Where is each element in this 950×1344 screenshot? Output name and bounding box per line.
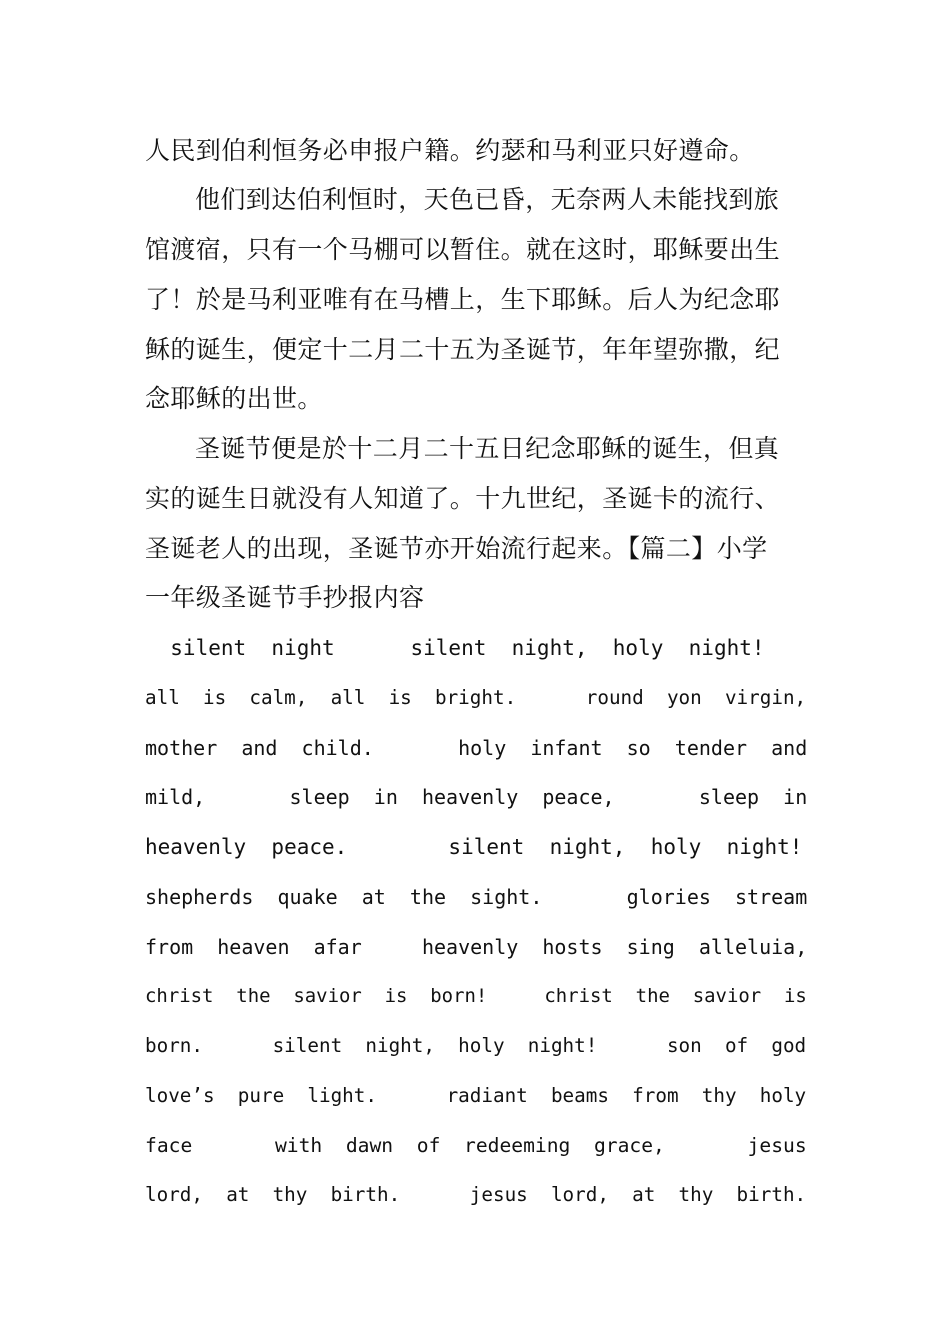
lyric-line: from heaven afar heavenly hosts sing alleluia, — [145, 935, 808, 959]
lyric-line: christ the savior is born! christ the savior is — [145, 985, 807, 1007]
text-line: 他们到达伯利恒时，天色已昏，无奈两人未能找到旅 — [195, 185, 780, 214]
text-line: 念耶稣的出世。 — [145, 384, 323, 413]
text-line: 圣诞节便是於十二月二十五日纪念耶稣的诞生，但真 — [195, 434, 780, 463]
lyric-line: face with dawn of redeeming grace, jesus — [145, 1134, 807, 1157]
text-line: 一年级圣诞节手抄报内容 — [145, 583, 425, 612]
lyric-line: mother and child. holy infant so tender and — [145, 736, 808, 760]
lyric-line: heavenly peace. silent night, holy night! — [145, 835, 803, 859]
text-line: 馆渡宿，只有一个马棚可以暂住。就在这时，耶稣要出生 — [145, 235, 781, 264]
text-line: 了！於是马利亚唯有在马槽上，生下耶稣。后人为纪念耶 — [145, 285, 781, 314]
text-line: 圣诞老人的出现，圣诞节亦开始流行起来。【篇二】小学 — [145, 534, 768, 563]
lyric-line: all is calm, all is bright. round yon virgin, — [145, 686, 807, 709]
text-line: 稣的诞生，便定十二月二十五为圣诞节，年年望弥撒，纪 — [145, 335, 781, 364]
lyric-line: shepherds quake at the sight. glories stream — [145, 885, 808, 909]
text-line: 实的诞生日就没有人知道了。十九世纪，圣诞卡的流行、 — [145, 484, 781, 513]
text-line: 人民到伯利恒务必申报户籍。约瑟和马利亚只好遵命。 — [145, 136, 755, 165]
lyric-line: mild, sleep in heavenly peace, sleep in — [145, 785, 808, 809]
lyric-line: love’s pure light. radiant beams from thy holy — [145, 1084, 807, 1107]
lyric-line: silent night silent night, holy night! — [145, 636, 765, 660]
lyric-line: born. silent night, holy night! son of god — [145, 1034, 807, 1057]
lyric-line: lord, at thy birth. jesus lord, at thy birth. — [145, 1183, 807, 1206]
